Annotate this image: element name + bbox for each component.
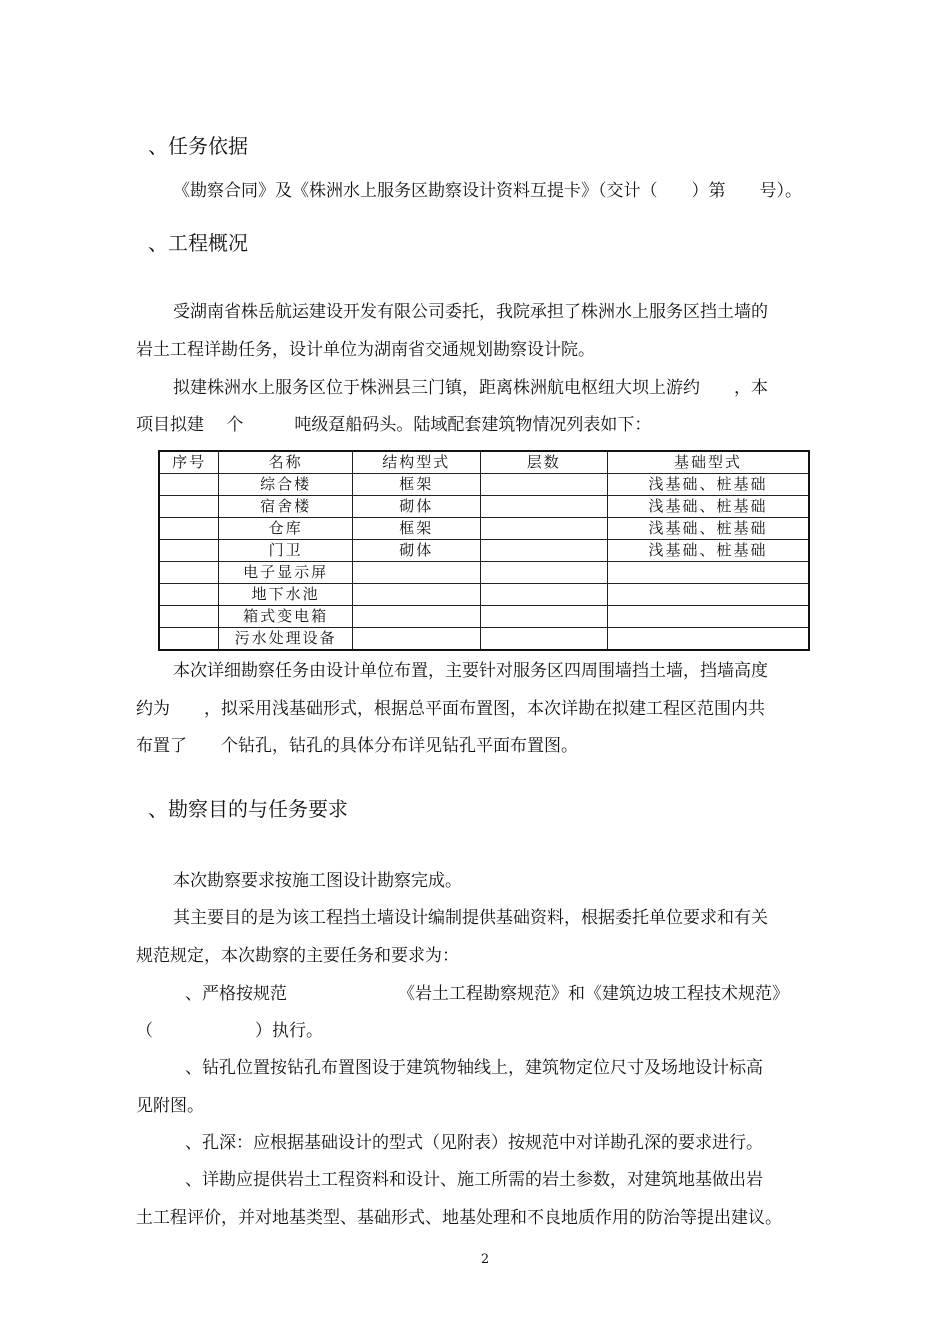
table-cell: 仓库 <box>219 518 353 540</box>
page-number: 2 <box>480 1252 490 1267</box>
buildings-table <box>158 450 810 651</box>
table-cell: 箱式变电箱 <box>219 606 353 628</box>
table-cell <box>352 628 480 651</box>
heading-task-basis: 、任务依据 <box>148 134 248 158</box>
table-cell <box>480 584 608 606</box>
table-cell <box>159 496 219 518</box>
item-3: 、孔深：应根据基础设计的型式（见附表）按规范中对详勘孔深的要求进行。 <box>185 1133 763 1153</box>
table-row <box>159 562 809 584</box>
table-cell <box>159 628 219 651</box>
paragraph-purpose-2-line2: 规范规定，本次勘察的主要任务和要求为： <box>136 946 459 966</box>
table-header-cell: 名称 <box>219 451 353 474</box>
table-cell <box>352 606 480 628</box>
table-cell: 门卫 <box>219 540 353 562</box>
table-cell <box>480 540 608 562</box>
table-cell <box>608 584 809 606</box>
item-4-line1: 、详勘应提供岩土工程资料和设计、施工所需的岩土参数，对建筑地基做出岩 <box>185 1170 763 1190</box>
table-cell <box>159 584 219 606</box>
table-row <box>159 584 809 606</box>
item-4-line2: 土工程评价，并对地基类型、基础形式、地基处理和不良地质作用的防治等提出建议。 <box>136 1208 782 1228</box>
paragraph-overview-2-line1: 拟建株洲水上服务区位于株洲县三门镇，距离株洲航电枢纽大坝上游约 ，本 <box>173 378 768 398</box>
paragraph-detail-line1: 本次详细勘察任务由设计单位布置，主要针对服务区四周围墙挡土墙，挡墙高度 <box>173 661 768 681</box>
table-cell: 宿舍楼 <box>219 496 353 518</box>
table-cell <box>480 562 608 584</box>
table-cell: 框架 <box>352 474 480 496</box>
table-row <box>159 540 809 562</box>
table-cell: 浅基础、桩基础 <box>608 540 809 562</box>
table-cell <box>480 474 608 496</box>
paragraph-purpose-1: 本次勘察要求按施工图设计勘察完成。 <box>173 871 462 891</box>
table-cell <box>608 606 809 628</box>
table-row <box>159 606 809 628</box>
table-header-cell: 结构型式 <box>352 451 480 474</box>
table-cell: 污水处理设备 <box>219 628 353 651</box>
table-cell: 框架 <box>352 518 480 540</box>
table-row <box>159 474 809 496</box>
table-row <box>159 496 809 518</box>
table-cell: 砌体 <box>352 496 480 518</box>
item-1-part-b: 《岩土工程勘察规范》和《建筑边坡工程技术规范》 <box>398 984 789 1004</box>
paragraph-purpose-2-line1: 其主要目的是为该工程挡土墙设计编制提供基础资料，根据委托单位要求和有关 <box>173 908 768 928</box>
table-cell <box>159 518 219 540</box>
table-cell <box>159 540 219 562</box>
table-row <box>159 628 809 651</box>
table-cell: 浅基础、桩基础 <box>608 474 809 496</box>
table-header-cell: 层数 <box>480 451 608 474</box>
table-cell <box>159 606 219 628</box>
table-cell <box>480 518 608 540</box>
paragraph-overview-2-line2: 项目拟建 个 吨级趸船码头。陆域配套建筑物情况列表如下： <box>136 415 652 435</box>
table-cell: 浅基础、桩基础 <box>608 518 809 540</box>
table-header-cell: 序号 <box>159 451 219 474</box>
table-cell <box>159 562 219 584</box>
paragraph-overview-1-line1: 受湖南省株岳航运建设开发有限公司委托，我院承担了株洲水上服务区挡土墙的 <box>173 302 768 322</box>
table-row <box>159 518 809 540</box>
table-cell: 地下水池 <box>219 584 353 606</box>
table-cell: 电子显示屏 <box>219 562 353 584</box>
item-1-part-a: 、严格按规范 <box>185 984 287 1004</box>
table-cell <box>352 562 480 584</box>
table-cell <box>608 628 809 651</box>
heading-project-overview: 、工程概况 <box>148 231 248 255</box>
table-cell <box>608 562 809 584</box>
paragraph-overview-1-line2: 岩土工程详勘任务，设计单位为湖南省交通规划勘察设计院。 <box>136 340 595 360</box>
table-cell: 综合楼 <box>219 474 353 496</box>
item-2-line2: 见附图。 <box>136 1096 204 1116</box>
paragraph-detail-line3: 布置了 个钻孔，钻孔的具体分布详见钻孔平面布置图。 <box>136 736 578 756</box>
table-cell <box>352 584 480 606</box>
table-cell <box>480 496 608 518</box>
table-cell <box>480 628 608 651</box>
item-1-part-c: （ ）执行。 <box>136 1021 323 1041</box>
paragraph-task-basis: 《勘察合同》及《株洲水上服务区勘察设计资料互提卡》（交计（ ）第 号）。 <box>173 181 802 201</box>
table-cell <box>480 606 608 628</box>
heading-survey-purpose: 、勘察目的与任务要求 <box>148 797 348 821</box>
table-cell: 浅基础、桩基础 <box>608 496 809 518</box>
item-2-line1: 、钻孔位置按钻孔布置图设于建筑物轴线上，建筑物定位尺寸及场地设计标高 <box>185 1058 763 1078</box>
table-cell <box>159 474 219 496</box>
table-header-row <box>159 451 809 474</box>
table-header-cell: 基础型式 <box>608 451 809 474</box>
table-cell: 砌体 <box>352 540 480 562</box>
paragraph-detail-line2: 约为 ，拟采用浅基础形式，根据总平面布置图，本次详勘在拟建工程区范围内共 <box>136 699 765 719</box>
